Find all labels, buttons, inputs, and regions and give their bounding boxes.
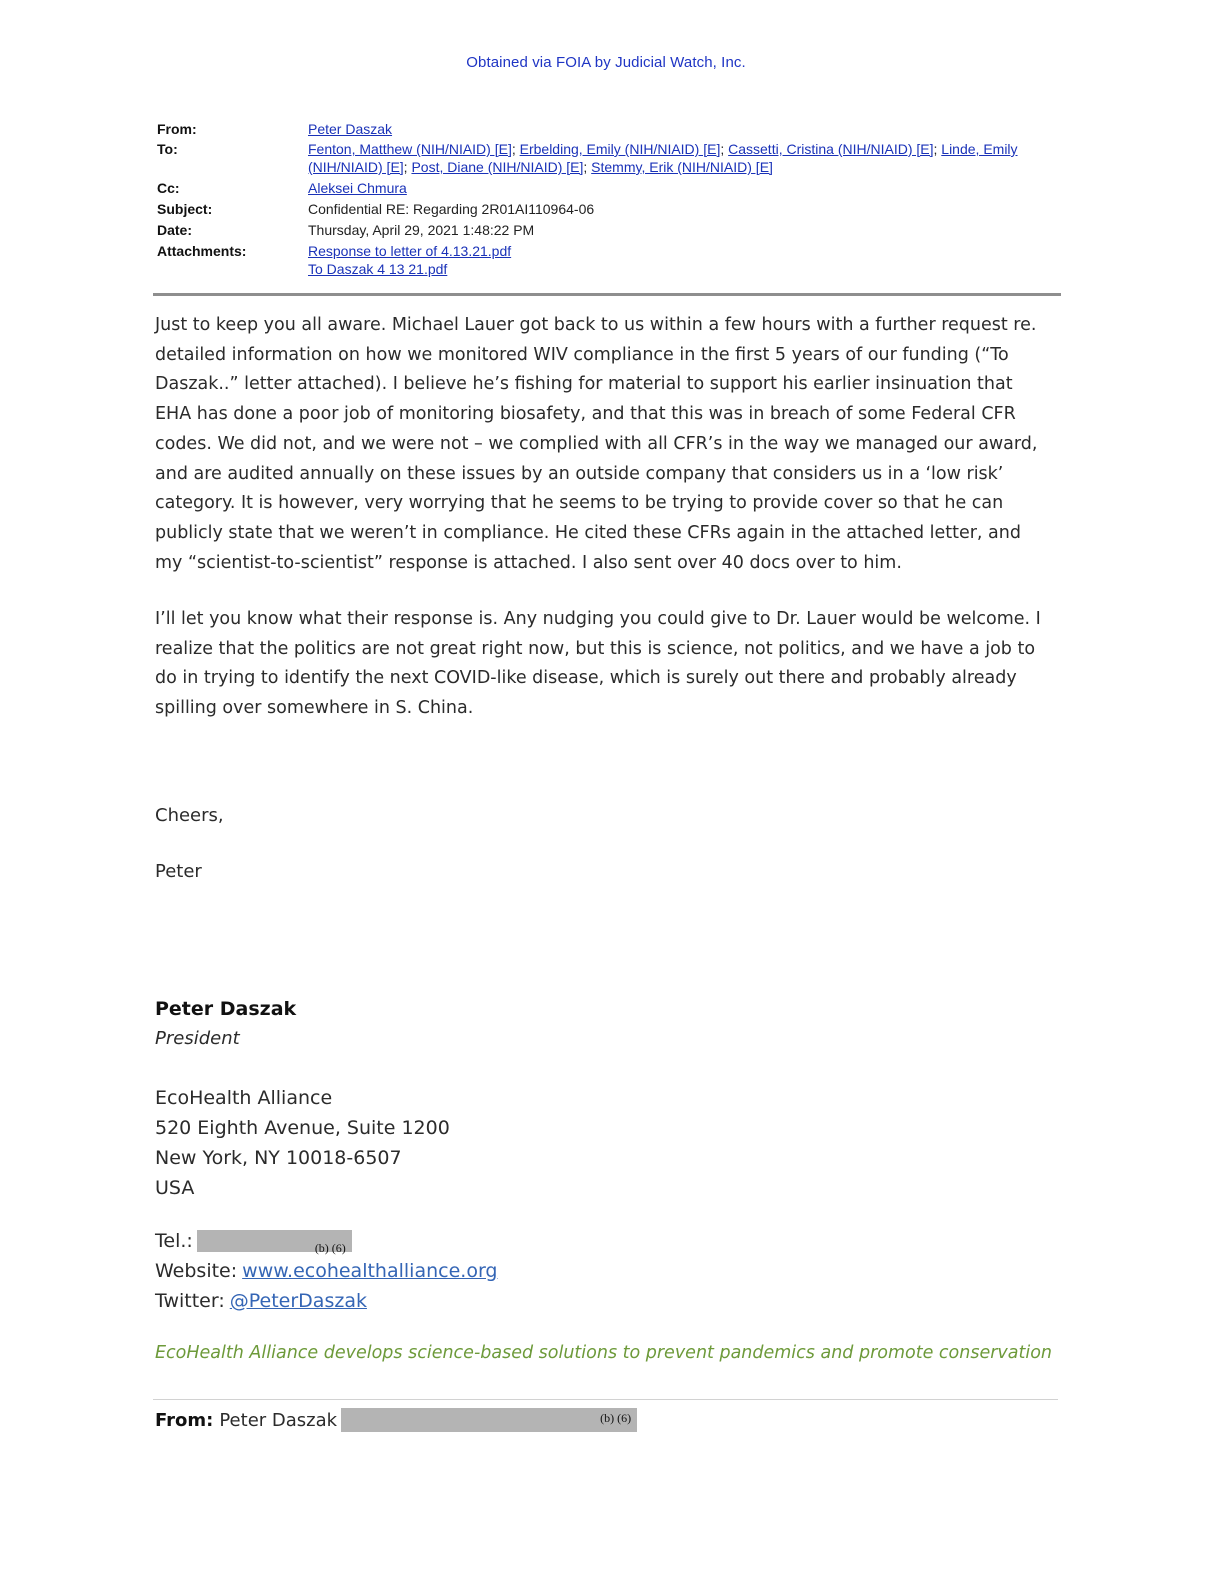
body-line: codes. We did not, and we were not – we complied with all CFR’s in the way we managed our award, [155,433,1038,454]
date-text: Thursday, April 29, 2021 1:48:22 PM [308,222,535,238]
signature-name: Peter Daszak [155,998,297,1020]
header-divider [153,293,1061,296]
redaction-code: (b) (6) [600,1411,632,1425]
recipient-link[interactable]: Stemmy, Erik (NIH/NIAID) [E] [591,159,773,175]
body-line: publicly state that we weren’t in compliance. He cited these CFRs again in the attached letter, and [155,522,1021,543]
org-name: EcoHealth Alliance [155,1087,333,1109]
closing: Cheers, [155,805,224,826]
recipient-link[interactable]: Fenton, Matthew (NIH/NIAID) [E] [308,141,512,157]
body-line: and are audited annually on these issues by an outside company that considers us in a ‘low risk’ [155,463,1004,484]
recipient-link[interactable]: Post, Diane (NIH/NIAID) [E] [411,159,584,175]
address-country: USA [155,1177,195,1199]
from-row [157,120,1047,139]
quoted-divider [153,1399,1058,1400]
attachment-link[interactable]: Response to letter of 4.13.21.pdf [308,243,512,259]
body-line: do in trying to identify the next COVID-like disease, which is surely out there and probably already [155,668,1017,689]
body-line: my “scientist-to-scientist” response is attached. I also sent over 40 docs over to him. [155,552,902,573]
body-line: spilling over somewhere in S. China. [155,698,474,719]
redaction-box [341,1408,637,1432]
recipient-link[interactable]: Cassetti, Cristina (NIH/NIAID) [E] [728,141,934,157]
signature-contact [155,1226,497,1316]
website-label: Website: [155,1260,238,1282]
subject-label: Subject: [157,201,213,217]
date-label: Date: [157,222,193,238]
signature-address [155,1083,450,1203]
org-tagline: EcoHealth Alliance develops science-based solutions to prevent pandemics and promote conservation [155,1343,1053,1363]
to-recipients: Fenton, Matthew (NIH/NIAID) [E]; Erbelding, Emily (NIH/NIAID) [E]; Cassetti, Cristina (NIH/NIAID) [E]; Linde, Emily (NIH/NIAID) [E]; Post, Diane (NIH/NIAID) [E]; Stemmy, Erik (NIH/NIAID) [E] [308,141,1018,175]
attachments-list [308,242,1047,278]
to-row [157,140,1047,176]
redaction-box [197,1230,352,1255]
body-paragraph-2 [155,605,1065,724]
quoted-from-label: From: [155,1409,214,1431]
foia-watermark: Obtained via FOIA by Judicial Watch, Inc. [466,54,746,71]
redaction-code: (b) (6) [314,1241,346,1255]
body-paragraph-1 [155,311,1065,578]
attachment-link[interactable]: To Daszak 4 13 21.pdf [308,261,448,277]
address-line-1: 520 Eighth Avenue, Suite 1200 [155,1117,450,1139]
body-line: detailed information on how we monitored WIV compliance in the first 5 years of our funding (“To [155,344,1009,365]
attachments-label: Attachments: [157,243,247,259]
from-link[interactable]: Peter Daszak [308,121,393,137]
subject-text: Confidential RE: Regarding 2R01AI110964-06 [308,201,595,217]
cc-row [157,179,1047,198]
signoff: Peter [155,861,202,882]
body-line: realize that the politics are not great right now, but this is science, not politics, and we have a job to [155,638,1036,659]
from-label: From: [157,121,197,137]
body-line: Just to keep you all aware. Michael Lauer got back to us within a few hours with a further request re. [155,315,1037,335]
cc-link[interactable]: Aleksei Chmura [308,180,407,196]
date-row [157,221,1047,240]
subject-row [157,200,1047,219]
body-line: I’ll let you know what their response is. Any nudging you could give to Dr. Lauer would be welcome. I [155,609,1041,629]
address-line-2: New York, NY 10018-6507 [155,1147,402,1169]
quoted-from-name: Peter Daszak [219,1409,338,1431]
twitter-label: Twitter: [155,1290,225,1312]
body-line: EHA has done a poor job of monitoring biosafety, and that this was in breach of some Federal CFR [155,404,1016,425]
recipient-link[interactable]: Linde, Emily (NIH/NIAID) [E] [308,141,1018,175]
twitter-row [155,1286,497,1316]
signature-title: President [155,1028,240,1049]
twitter-link[interactable]: @PeterDaszak [229,1290,367,1312]
to-label: To: [157,141,178,157]
email-header [157,120,1047,278]
body-line: category. It is however, very worrying that he seems to be trying to provide cover so that he can [155,493,1004,514]
tel-label: Tel.: [155,1230,193,1252]
cc-label: Cc: [157,180,180,196]
body-line: Daszak..” letter attached). I believe he’s fishing for material to support his earlier insinuation that [155,374,1013,395]
website-link[interactable]: www.ecohealthalliance.org [242,1260,498,1282]
tel-row [155,1226,497,1256]
recipient-link[interactable]: Erbelding, Emily (NIH/NIAID) [E] [519,141,721,157]
quoted-from-line [155,1408,637,1432]
attachments-row [157,242,1047,278]
